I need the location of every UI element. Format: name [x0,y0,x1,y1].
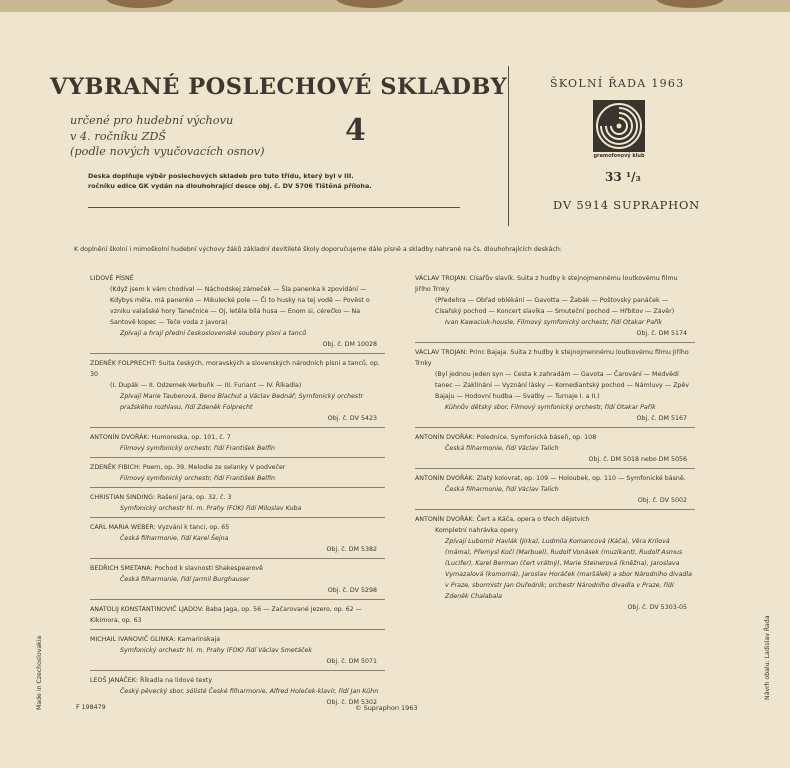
recording-entry [90,273,385,350]
catalog-number: DV 5914 SUPRAPHON [553,198,701,212]
subtitle-line: určené pro hudební výchovu [70,114,234,127]
entry-title: ZDENĚK FOLPRECHT: Suita českých, moravských a slovenských národních písní a tanců, op. 30 [90,360,380,378]
recording-entry [90,675,385,708]
entry-title: ANTONÍN DVOŘÁK: Zlatý kolovrat, op. 109 — Holoubek, op. 110 — Symfonické básně. [415,475,686,482]
recording-entry [90,634,385,667]
order-number: Obj. č. DV 5423 [327,415,377,422]
vinyl-edge-decoration [335,0,405,8]
entry-track-list: Kompletní nahrávka opery [435,527,519,534]
logo-caption: gramofonový klub [593,153,645,159]
entry-title: ANTONÍN DVOŘÁK: Polednice. Symfonická báseň, op. 108 [415,434,597,441]
recording-entry [415,347,695,424]
entry-separator [415,509,695,510]
recording-entry [90,462,385,484]
entry-track-list: (Byl jednou jeden syn — Cesta k zahradám — Gavota — Čarování — Medvědí tanec — Zaklínání — Vyznání lásky — Komediantský pochod — Námluvy — Zpěv Bajaju — Hodovní hudba — Svatby — Turnaje I. a II.) [435,371,689,400]
subtitle-line: v 4. ročníku ZDŠ [70,129,167,143]
entry-separator [415,468,695,469]
entry-performers: Zpívají Marie Tauberová, Beno Blachut a Václav Bednář; Symfonický orchestr pražského rozhlasu, řídí Zdeněk Folprecht [120,393,364,411]
entry-title: VÁCLAV TROJAN: Císařův slavík. Suita z hudby k stejnojmennému loutkovému filmu Jiřího Trnky [415,275,678,293]
entry-performers: Česká filharmonie, řídí Václav Talich [445,445,559,452]
entry-separator [90,599,385,600]
recording-entry [90,492,385,514]
entry-performers: Zpívají a hrají přední československé soubory písní a tanců [120,330,307,337]
series-label: ŠKOLNÍ ŘADA 1963 [550,77,685,90]
entry-separator [90,487,385,488]
entry-performers: Česká filharmonie, řídí Václav Talich [445,486,559,493]
order-number: Obj. č. DM 5071 [326,658,377,665]
entry-separator [415,427,695,428]
playback-speed: 33 ¹/₃ [605,170,641,184]
subtitle [70,113,264,160]
entry-title: ANATOLIJ KONSTANTINOVIČ LJADOV: Baba Jaga, op. 56 — Začarované jezero, op. 62 — Kikimora, op. 63 [90,606,362,624]
entry-performers: Symfonický orchestr hl. m. Prahy (FOK) řídí Václav Smetáček [120,647,313,654]
recording-entry [90,604,385,626]
recording-entry [415,432,695,465]
cover-design-credit: Návrh obalu: Ladislav Řada [764,615,771,700]
vertical-divider [508,66,509,226]
vinyl-edge-decoration [105,0,175,8]
order-number: Obj. č. DV 5303-05 [627,604,687,611]
recording-entry [90,358,385,424]
entry-performers: Ivan Kawaciuk-housle, Filmový symfonický orchestr, řídí Otakar Pařík [445,319,663,326]
entry-performers: Filmový symfonický orchestr, řídí František Belfín [120,445,275,452]
entry-title: ANTONÍN DVOŘÁK: Čert a Káča, opera o třech dějstvích [415,516,590,523]
entry-title: BEDŘICH SMETANA: Pochod k slavnosti Shakespearově [90,565,264,572]
entry-title: VÁCLAV TROJAN: Princ Bajaja. Suita z hudby k stejnojmennému loutkovému filmu Jiřího Trnky [415,349,689,367]
entry-separator [90,353,385,354]
recording-entry [90,432,385,454]
entry-title: ANTONÍN DVOŘÁK: Humoreska, op. 101, č. 7 [90,434,231,441]
entry-performers: Symfonický orchestr hl. m. Prahy (FOK) řídí Miloslav Kuba [120,505,302,512]
entry-title: LEOŠ JANÁČEK: Říkadla na lidové texty [90,677,213,684]
order-number: Obj. č. DM 5167 [636,415,687,422]
order-number: Obj. č. DM 5382 [326,546,377,553]
entry-title: LIDOVÉ PÍSNĚ [90,275,134,282]
copyright: © Supraphon 1963 [355,704,418,712]
recording-entry [90,522,385,555]
recording-entry [415,273,695,339]
recording-entry [90,563,385,596]
entry-title: CHRISTIAN SINDING: Rašení jara, op. 32, č. 3 [90,494,232,501]
entry-separator [415,342,695,343]
order-number: Obj. č. DV 5002 [637,497,687,504]
entry-separator [90,427,385,428]
subtitle-line: (podle nových vyučovacích osnov) [70,145,265,158]
entry-separator [90,558,385,559]
entry-performers: Český pěvecký sbor, sólisté České filharmonie, Alfred Holeček-klavír, řídí Jan Kühn [120,688,379,695]
print-code: F 198479 [76,704,106,711]
entry-title: MICHAIL IVANOVIČ GLINKA: Kamarinskaja [90,636,221,643]
made-in-label: Made in Czechoslovakia [36,635,43,710]
volume-number: 4 [345,113,366,148]
recording-entry [415,514,695,613]
entry-separator [90,629,385,630]
entry-performers: Filmový symfonický orchestr, řídí František Belfín [120,475,275,482]
divider [88,207,460,208]
entry-separator [90,517,385,518]
order-number: Obj. č. DV 5298 [327,587,377,594]
left-column [90,273,385,708]
entry-performers: Zpívají Lubomír Havlák (Jirka), Ludmila Komancová (Káča), Věra Krilová (máma), Přemysl Kočí (Marbuel), Rudolf Vonásek (muzikant), Rudolf Asmus (Lucifer), Karel Berman (čert vrátný), Marie Steinerová (kněžna), Jaroslava Vymazalová (komorná), Jaroslav Horáček (maršálek) a sbor Národního divadla v Praze, sbormistr Jan Ouředník; orchestr Národního divadla v Praze, řídí Zdeněk Chalabala [445,538,693,600]
entry-title: CARL MARIA WEBER: Vyzvání k tanci, op. 65 [90,524,230,531]
entry-track-list: (Předehra — Obřad oblékání — Gavotta — Žabák — Poštovský panáček — Císařský pochod — Koncert slavíka — Smuteční pochod — Hřbitov — Závěr) [435,297,675,315]
entry-title: ZDENĚK FIBICH: Poem, op. 39. Melodie ze selanky V podvečer [90,464,286,471]
order-number: Obj. č. DM 10028 [322,341,377,348]
gramofonovy-klub-logo-icon [593,100,645,152]
order-number: Obj. č. DM 5174 [636,330,687,337]
top-band [0,0,790,12]
order-number: Obj. č. DM 5018 nebo DM 5056 [588,456,687,463]
entry-separator [90,670,385,671]
page-title: VYBRANÉ POSLECHOVÉ SKLADBY [50,74,508,100]
entry-performers: Kühnův dětský sbor, Filmový symfonický orchestr, řídí Otakar Pařík [445,404,656,411]
right-column [415,273,695,613]
entry-track-list: (I. Dupák — II. Odzemek-Verbuňk — III. Furiant — IV. Říkadla) [110,382,302,389]
intro-text: K doplnění školní i mimoškolní hudební výchovy žáků základní devítileté školy doporučujeme dále písně a skladby nahrané na čs. dlouhohrajících deskách: [74,246,562,253]
recording-entry [415,473,695,506]
order-number: Obj. č. DM 5302 [326,699,377,706]
header-note: Deska doplňuje výběr poslechových skladeb pro tuto třídu, který byl v III. ročníku edice GK vydán na dlouhohrající desce obj. č. DV 5706 Tištěná příloha. [88,172,372,190]
entry-performers: Česká filharmonie, řídí Karel Šejna [120,535,229,542]
vinyl-edge-decoration [655,0,725,8]
entry-track-list: (Když jsem k vám chodíval — Náchodskej zámeček — Šla panenka k zpovídání — Kdybys měla, má panenko — Mikulecké pole — Či to husky na tej vodě — Pověst o vzniku valašské hory Tanečnice — Oj, letěla bílá husa — Enom si, cérečko — Na Santově kopec — Teče voda z javora) [110,286,370,326]
entry-separator [90,457,385,458]
entry-performers: Česká filharmonie, řídí Jarmil Burghauser [120,576,250,583]
